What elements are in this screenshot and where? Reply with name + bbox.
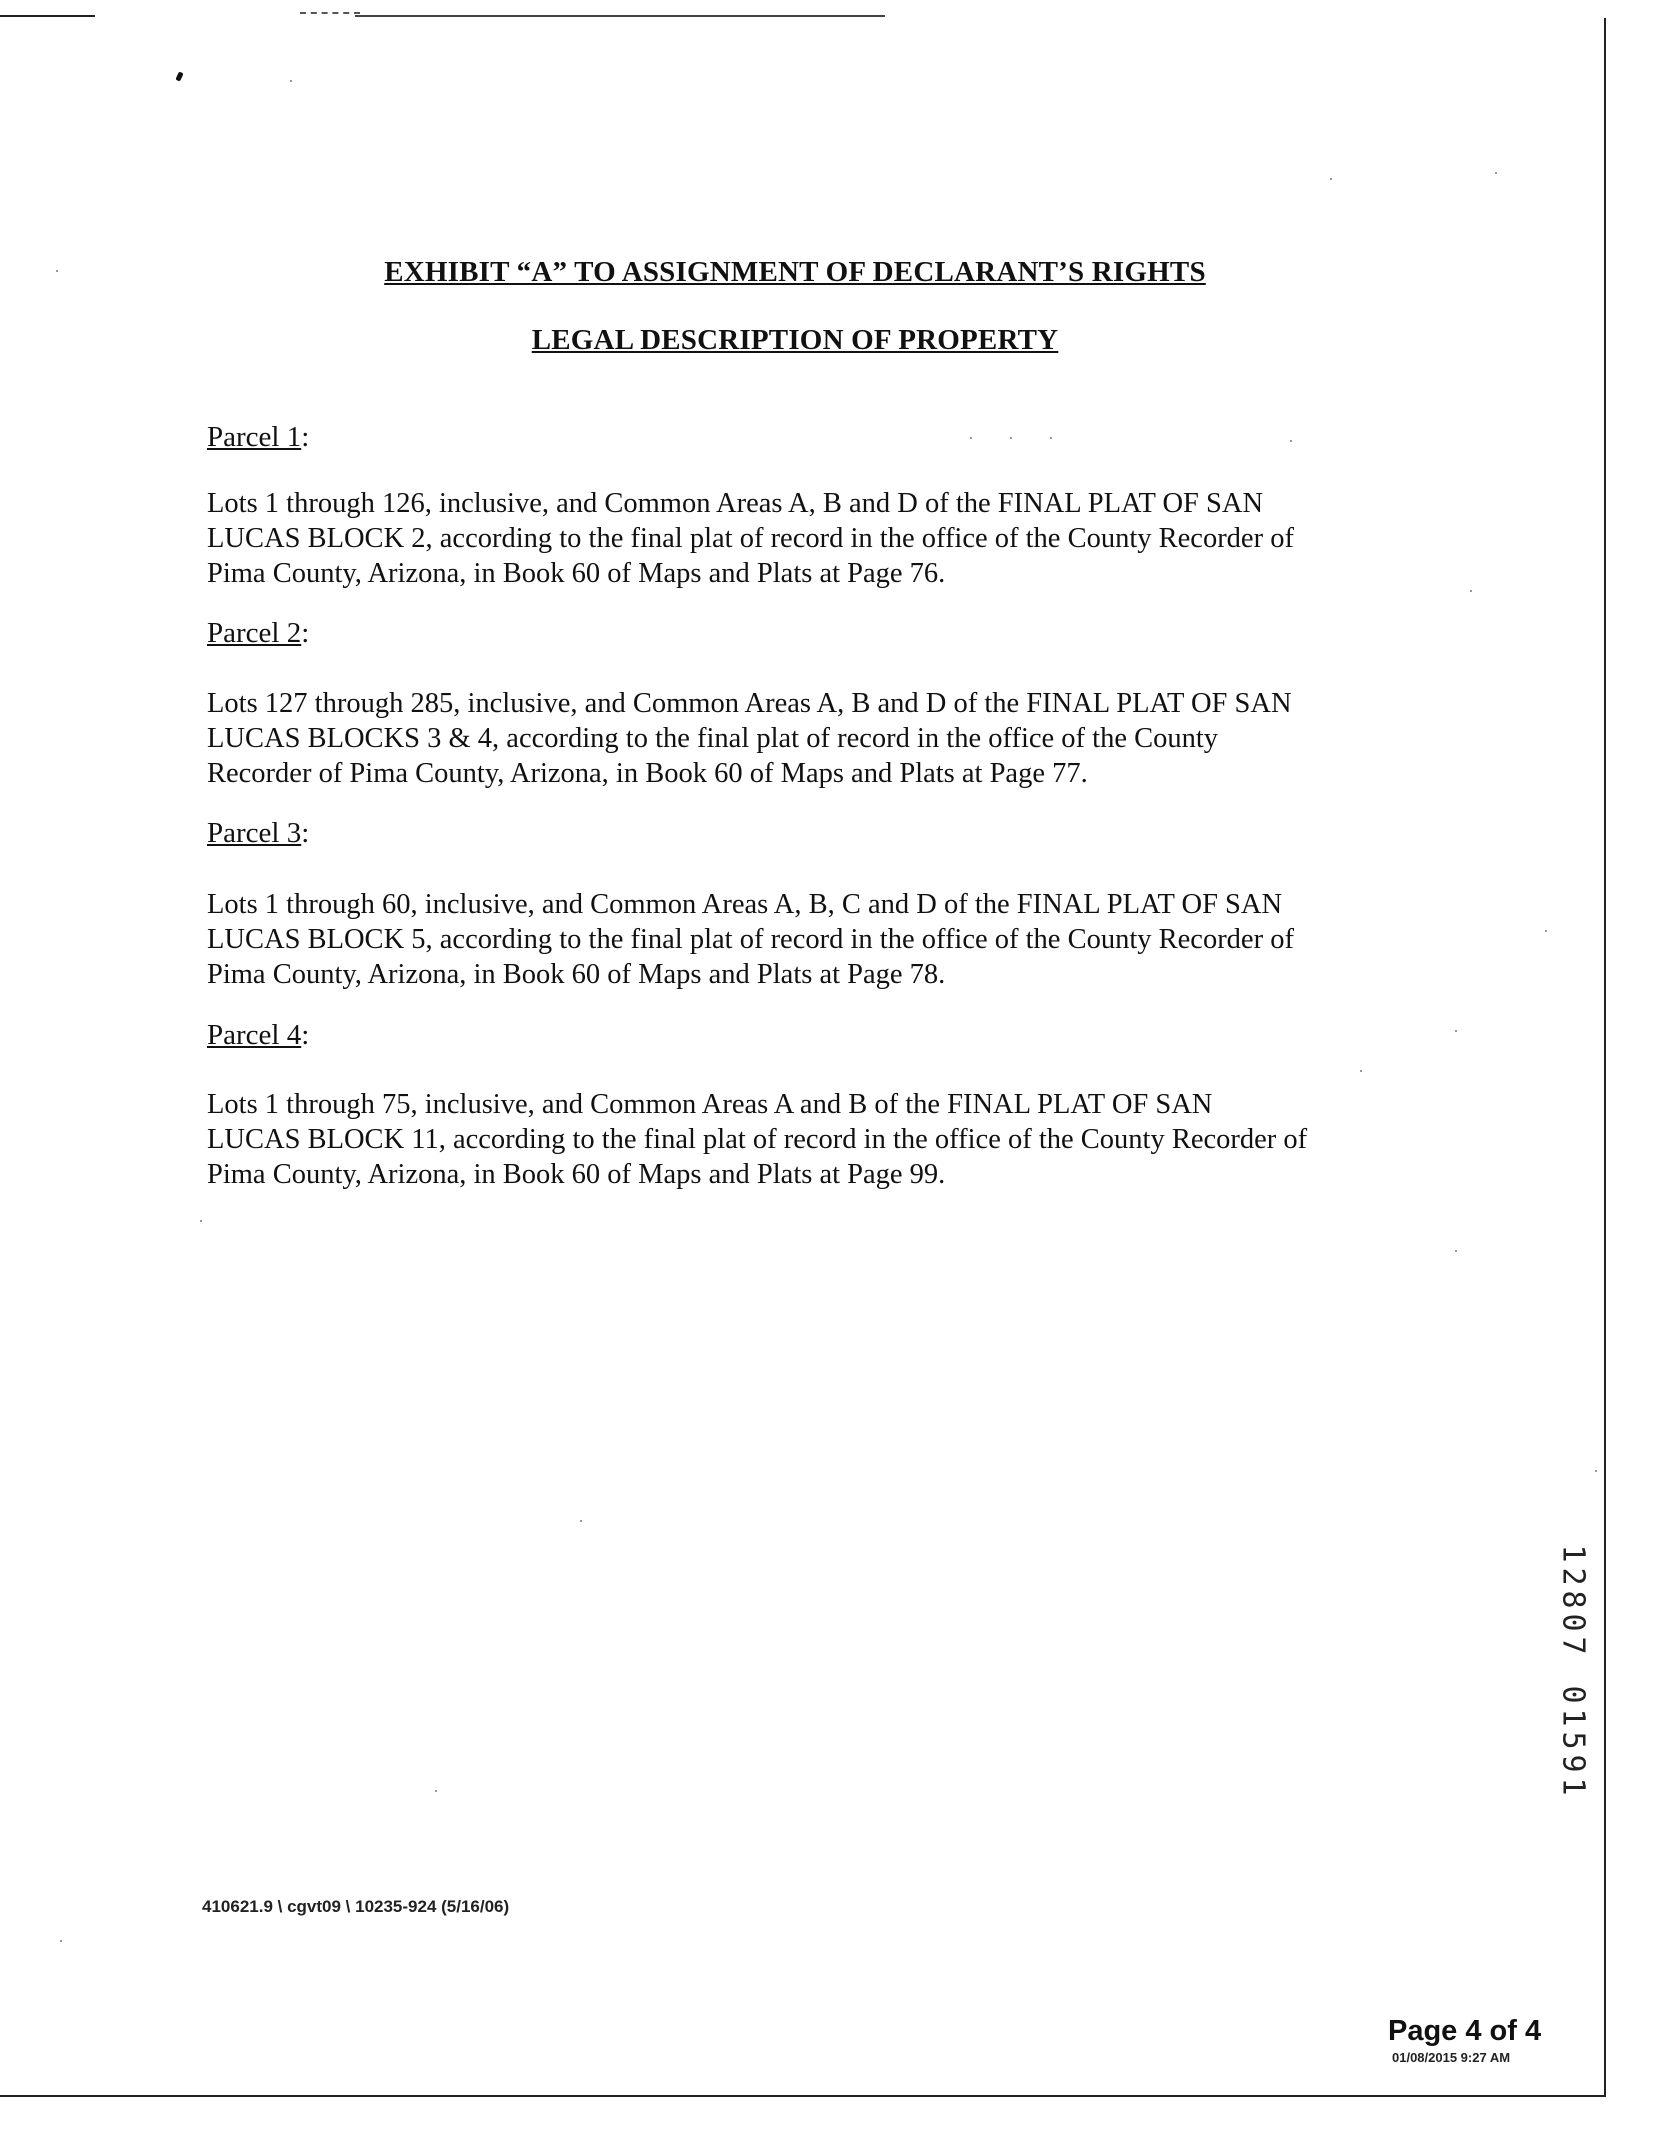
parcel-1-line: Lots 1 through 126, inclusive, and Common Areas A, B and D of the FINAL PLAT OF SAN <box>207 488 1264 519</box>
parcel-3-line: Lots 1 through 60, inclusive, and Common Areas A, B, C and D of the FINAL PLAT OF SAN <box>207 889 1283 920</box>
stamp-digit: 0 <box>1555 1613 1591 1632</box>
scan-speck <box>290 80 292 82</box>
scan-speck <box>1545 930 1547 932</box>
scan-speck <box>580 1520 582 1522</box>
parcel-4-line: LUCAS BLOCK 11, according to the final plat of record in the office of the County Recorder of <box>207 1124 1308 1155</box>
scan-speck <box>970 437 972 439</box>
scan-edge-line <box>355 15 885 17</box>
scan-right-border <box>1604 18 1606 2096</box>
scan-speck <box>1290 440 1292 442</box>
scan-speck <box>435 1790 437 1792</box>
parcel-3-line: LUCAS BLOCK 5, according to the final plat of record in the office of the County Recorder of <box>207 924 1294 955</box>
page-number: Page 4 of 4 <box>1388 2015 1542 2047</box>
parcel-2-description <box>207 686 1407 791</box>
parcel-1-line: Pima County, Arizona, in Book 60 of Maps and Plats at Page 76. <box>207 558 946 589</box>
parcel-4-label: Parcel 4: <box>207 1019 310 1051</box>
parcel-3-label: Parcel 3: <box>207 817 310 849</box>
parcel-2-line: Recorder of Pima County, Arizona, in Book 60 of Maps and Plats at Page 77. <box>207 758 1088 789</box>
scan-bottom-border <box>0 2095 1606 2097</box>
scan-speck <box>1470 590 1472 592</box>
parcel-2-line: LUCAS BLOCKS 3 & 4, according to the final plat of record in the office of the County <box>207 723 1219 754</box>
scan-speck <box>1455 1030 1457 1032</box>
parcel-2-label: Parcel 2: <box>207 617 310 649</box>
scan-edge-specks <box>300 12 360 17</box>
stamp-digit: 0 <box>1555 1685 1591 1704</box>
stamp-digit: 1 <box>1555 1708 1591 1727</box>
scan-speck <box>1010 437 1012 439</box>
scan-speck <box>1050 437 1052 439</box>
stamp-digit: 5 <box>1555 1731 1591 1750</box>
parcel-1-label: Parcel 1: <box>207 421 310 453</box>
parcel-3-description <box>207 887 1407 992</box>
parcel-4-line: Pima County, Arizona, in Book 60 of Maps and Plats at Page 99. <box>207 1159 946 1190</box>
scan-speck <box>1330 178 1332 180</box>
ink-mark <box>175 71 183 81</box>
scan-speck <box>60 1940 62 1942</box>
stamp-digit: 8 <box>1555 1590 1591 1609</box>
parcel-2-line: Lots 127 through 285, inclusive, and Common Areas A, B and D of the FINAL PLAT OF SAN <box>207 688 1292 719</box>
stamp-digit: 9 <box>1555 1754 1591 1773</box>
legal-description-heading: LEGAL DESCRIPTION OF PROPERTY <box>531 324 1059 356</box>
document-reference-code: 410621.9 \ cgvt09 \ 10235-924 (5/16/06) <box>202 1897 510 1916</box>
parcel-4-line: Lots 1 through 75, inclusive, and Common Areas A and B of the FINAL PLAT OF SAN <box>207 1089 1213 1120</box>
scan-edge-line <box>0 15 95 17</box>
scan-speck <box>200 1220 202 1222</box>
stamp-digit: 1 <box>1555 1544 1591 1563</box>
stamp-digit: 1 <box>1555 1777 1591 1796</box>
stamp-digit: 7 <box>1555 1636 1591 1655</box>
scan-speck <box>1495 172 1497 174</box>
print-timestamp: 01/08/2015 9:27 AM <box>1392 2050 1511 2065</box>
scan-speck <box>1595 1470 1597 1472</box>
parcel-1-line: LUCAS BLOCK 2, according to the final plat of record in the office of the County Recorder of <box>207 523 1294 554</box>
parcel-3-line: Pima County, Arizona, in Book 60 of Maps and Plats at Page 78. <box>207 959 946 990</box>
scan-speck <box>1360 1070 1362 1072</box>
exhibit-title: EXHIBIT “A” TO ASSIGNMENT OF DECLARANT’S RIGHTS <box>384 256 1206 288</box>
scan-speck <box>1455 1250 1457 1252</box>
stamp-digit: 2 <box>1555 1567 1591 1586</box>
parcel-4-description <box>207 1087 1407 1192</box>
recording-number-stamp <box>1555 1542 1591 1798</box>
parcel-1-description <box>207 486 1407 591</box>
